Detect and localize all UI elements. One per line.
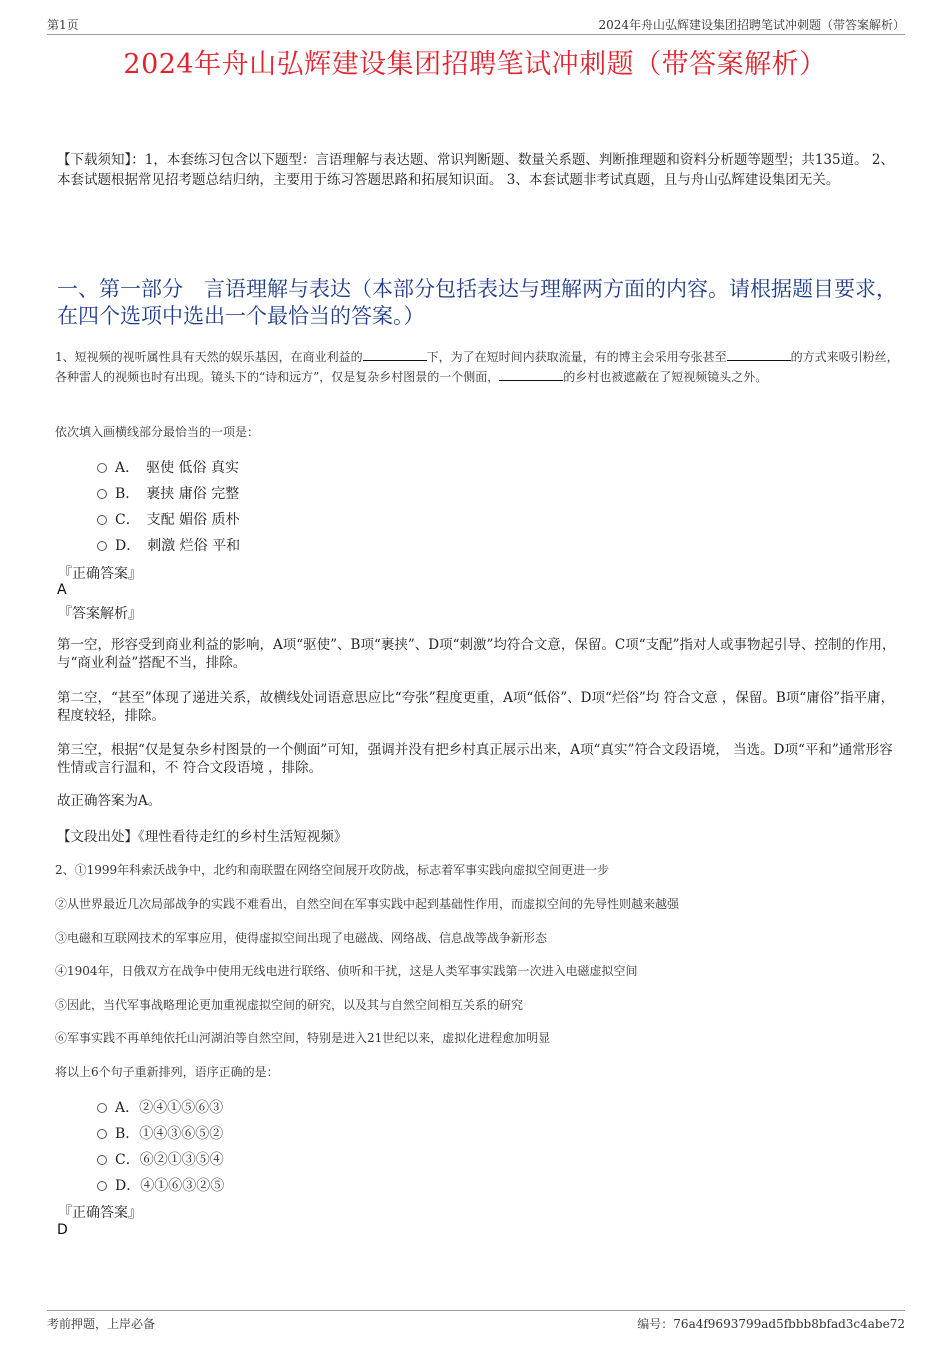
q1-source: 【文段出处】《理性看待走红的乡村生活短视频》	[57, 829, 348, 845]
q2-instruction: 将以上6个句子重新排列，语序正确的是：	[55, 1065, 279, 1079]
q2-sentence-5: ⑤因此，当代军事战略理论更加重视虚拟空间的研究，以及其与自然空间相互关系的研究	[55, 998, 524, 1012]
fill-blank	[727, 348, 791, 361]
q2-answer-label: 『正确答案』	[58, 1205, 142, 1221]
q2-sentence-4: ④1904年，日俄双方在战争中使用无线电进行联络、侦听和干扰，这是人类军事实践第一次进入电磁虚拟空间	[55, 964, 638, 978]
q1-analysis-paragraph-1: 第一空，形容受到商业利益的影响，A项“驱使”、B项“裹挟”、D项“刺激”均符合文意，保留。C项“支配”指对人或事物起引导、控制的作用，与“商业利益”搭配不当，排除。	[57, 637, 896, 671]
q1-analysis-label: 『答案解析』	[58, 606, 142, 622]
q1-analysis-paragraph-2: 第二空，“甚至”体现了递进关系，故横线处词语意思应比“夸张”程度更重，A项“低俗”、D项“烂俗”均 符合文意 ，保留。B项“庸俗”指平庸，程度较轻，排除。	[57, 690, 895, 724]
fill-blank	[499, 368, 563, 381]
page-header	[47, 14, 905, 35]
section-heading: 一、第一部分 言语理解与表达（本部分包括表达与理解两方面的内容。请根据题目要求，在四个选项中选出一个最恰当的答案。）	[57, 277, 897, 328]
q1-text-part-4: 的乡村也被遮蔽在了短视频镜头之外。	[563, 370, 768, 384]
q1-analysis-conclusion: 故正确答案为A。	[57, 793, 162, 809]
q1-analysis-paragraph-3: 第三空，根据“仅是复杂乡村图景的一个侧面”可知，强调并没有把乡村真正展示出来，A项“真实”符合文段语境， 当选。D项“平和”通常形容性情或言行温和，不 符合文段语境 ，排除。	[57, 742, 893, 776]
footer-serial-number: 编号：76a4f9693799ad5fbbb8bfad3c4abe72	[637, 1317, 905, 1331]
radio-icon[interactable]	[97, 463, 107, 473]
radio-icon[interactable]	[97, 541, 107, 551]
radio-icon[interactable]	[97, 1181, 107, 1191]
radio-icon[interactable]	[97, 1129, 107, 1139]
q2-sentence-3: ③电磁和互联网技术的军事应用，使得虚拟空间出现了电磁战、网络战、信息战等战争新形态	[55, 931, 548, 945]
header-doc-title: 2024年舟山弘辉建设集团招聘笔试冲刺题（带答案解析）	[598, 18, 905, 32]
q1-answer-label: 『正确答案』	[58, 566, 142, 582]
fill-blank	[363, 348, 427, 361]
download-notice: 【下载须知】：1，本套练习包含以下题型：言语理解与表达题、常识判断题、数量关系题、判断推理题和资料分析题等题型；共135道。 2、本套试题根据常见招考题总结归纳，主要用于练习答题思路和拓展知识面。 3、本套试题非考试真题，且与舟山弘辉建设集团无关。	[57, 152, 894, 188]
question-1-stem	[55, 347, 900, 387]
radio-icon[interactable]	[97, 515, 107, 525]
q1-text-part-1: 1、短视频的视听属性具有天然的娱乐基因，在商业利益的	[55, 350, 363, 364]
q1-text-part-3: 的方式来吸引粉丝，各种雷人的视频也时有出现。镜头下的“诗和远方”，仅是复杂乡村图景的一个侧面，	[55, 350, 899, 384]
q1-text-part-2: 下，为了在短时间内获取流量，有的博主会采用夸张甚至	[426, 350, 727, 364]
q2-sentence-1: 2、①1999年科索沃战争中，北约和南联盟在网络空间展开攻防战，标志着军事实践向虚拟空间更进一步	[55, 863, 610, 877]
q1-answer: A	[57, 582, 67, 598]
q2-sentence-6: ⑥军事实践不再单纯依托山河湖泊等自然空间，特别是进入21世纪以来，虚拟化进程愈加明显	[55, 1031, 551, 1045]
radio-icon[interactable]	[97, 1155, 107, 1165]
radio-icon[interactable]	[97, 489, 107, 499]
footer-slogan: 考前押题，上岸必备	[47, 1317, 156, 1331]
document-title: 2024年舟山弘辉建设集团招聘笔试冲刺题（带答案解析）	[123, 49, 827, 80]
q1-instruction: 依次填入画横线部分最恰当的一项是：	[55, 425, 260, 439]
q2-sentence-2: ②从世界最近几次局部战争的实践不难看出，自然空间在军事实践中起到基础性作用，而虚拟空间的先导性则越来越强	[55, 897, 680, 911]
page-number: 第1页	[47, 18, 79, 32]
radio-icon[interactable]	[97, 1103, 107, 1113]
q2-answer: D	[57, 1222, 68, 1238]
page-footer	[47, 1310, 905, 1333]
